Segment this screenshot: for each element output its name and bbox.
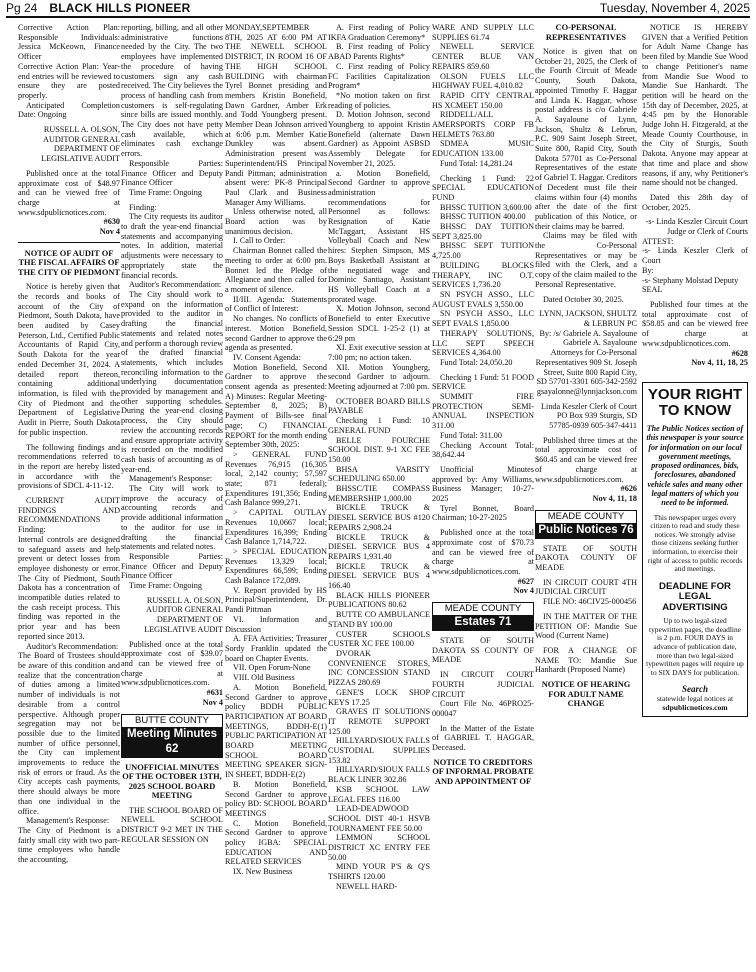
bill-line: THERAPY SOLUTIONS, LLC SEPT SPEECH SERVICES 4,364.00 — [432, 328, 534, 358]
text-paragraph: X. Motion Johnson, second Bonefield to enter Executive Session SDCL 1-25-2 (1) at 6:29 pm — [328, 304, 430, 343]
bill-line: NEWELL HARD- — [336, 881, 398, 891]
clerk-contact: Linda Keszler Clerk of Court PO Box 939 Sturgis, SD 57785-0939 605-347-4411 — [541, 401, 637, 431]
fund-total: Fund Total: 311.00 — [440, 430, 502, 440]
text-paragraph: II/III. Agenda: Statements of Conflict of Interest: — [225, 294, 327, 314]
bill-line: GRAVES IT SOLUTIONS IT REMOTE SUPPORT 125.00 — [328, 707, 430, 736]
bill-line: BHSSC SEPT TUITION 4,725.00 — [432, 241, 534, 261]
text-paragraph: VI. Information and Discussion — [225, 614, 327, 634]
text-paragraph: The Board of Trustees should be aware of this condition and realize that the concentration of duties among a limited number of individuals is not desirable from a control perspective. Although proper segregation may not be possible due to the limited number of office personnel, the City can implement improvements to reduce the risk of errors or fraud. As the City accepts cash payments, there should always be more than one individual in the office. — [18, 651, 120, 816]
text-paragraph: reporting, billing, and all other administrative functions needed by the City. The two employees have implemented the procedure of having customers sign any cash received. The City believes the process of handling cash from customers is self-regulating since bills are issued monthly. The City does not have petty cash available, which eliminates cash exchange errors. — [121, 23, 223, 159]
text-paragraph: *No motion taken on first reading of policies. — [328, 90, 430, 110]
bill-line: BHSSC DAY TUITION SEPT 3,825.00 — [432, 222, 534, 241]
text-paragraph: Motion Bonefield, Second Gardner to approve the consent agenda as presented: A) Minutes: Regular Meeting- September 8, 2025; B) Payment of Bills-see final page; C) FINANCIAL REPORT for the month ending September 30th, 2025: — [225, 362, 327, 450]
column-3 — [225, 23, 327, 970]
text-paragraph: XI. Exit executive session at 7:00 pm; no action taken. — [328, 343, 430, 362]
text-paragraph: IN CIRCUIT COURT FOURTH JUDICIAL CIRCUIT — [432, 670, 534, 699]
bill-line: BUILDING BLOCKS THERAPY, INC O.T. SERVICES 1,736.20 — [432, 260, 534, 290]
notice-date: Nov 4, 11, 18, 25 — [691, 358, 748, 368]
right-to-know-box — [642, 382, 748, 717]
text-paragraph: The City of Piedmont is a fairly small city with two part-time employees who handle the accounting, — [18, 825, 120, 865]
bill-line: SUMMIT FIRE PROTECTION SEMI-ANNUAL INSPECTION 311.00 — [432, 392, 534, 431]
bill-line: BUTTE CO AMBULANCE STAND BY 100.00 — [328, 610, 430, 629]
bill-line: BHSA VARSITY SCHEDULING 650.00 — [328, 464, 430, 484]
bill-line: GENE'S LOCK SHOP KEYS 17.25 — [328, 687, 430, 707]
text-paragraph: Unofficial Minutes approved by: Amy Williams, Business Manager; 10-27-2025 — [432, 464, 534, 504]
text-paragraph: Time Frame: Ongoing — [129, 581, 202, 591]
column-5 — [432, 23, 534, 970]
text-paragraph: Internal controls are designed to safeguard assets and help prevent or detect losses from employee dishonesty or error. The City of Piedmont, South Dakota has a concentration of incompatible duties related to the cash receipt process. This finding was reported in the prior year and has been reported since 2013. — [18, 534, 120, 641]
text-paragraph: Responsible Parties: Finance Officer and Deputy Finance Officer — [121, 158, 223, 188]
bill-line: SN PSYCH ASSO., LLC AUGUST EVALS 3,550.00 — [432, 289, 534, 309]
text-paragraph: Corrective Action Plan: Year-end entries will be reviewed to ensure they are posted properly. — [18, 61, 120, 100]
text-paragraph: IX. New Business — [233, 867, 293, 877]
text-paragraph: A. FFA Activities; Treasurer Sordy Franklin updated the board on Chapter Events. — [225, 634, 327, 663]
text-paragraph: IV. Consent Agenda: — [233, 352, 301, 362]
publication-cost: Published once at the total approximate cost of $48.97 and can be viewed free of charge at www.sdpublicnotices.com. — [18, 168, 120, 217]
banner-category: Public Notices 76 — [536, 523, 636, 538]
bill-line: BICKLE TRUCK & DIESEL SERVICE BUS 4 166.40 — [328, 561, 430, 591]
text-paragraph: By: — [642, 265, 654, 275]
text-paragraph: I. Call to Order: — [233, 236, 286, 246]
text-paragraph: -s- Linda Keszler Clerk of Court — [642, 246, 748, 266]
notice-number: #626 — [620, 484, 637, 494]
text-paragraph: Corrective Action Plan: Responsible Individuals: Jessica McKeown, Finance Officer — [18, 23, 120, 62]
bill-line: DVORAK CONVENIENCE STORES, INC CONCESSION STAND PIZZAS 280.69 — [328, 649, 430, 688]
text-paragraph: a. Motion Bonefield, Second Gardner to approve administration recommendations for Personnel as follows: Resignation of Katie McTaggart, Assistant HS Volleyball Coach and New hires: Stephen Simpson, MS Boys Basketball Assistant at the negotiated wage and Dominic Santiago, Assistant HS Volleyball Coach at a prorated wage. — [328, 168, 430, 304]
banner-category: Estates 71 — [433, 615, 533, 630]
text-paragraph: Court File No. 46PRO25-000047 — [432, 699, 534, 718]
text-paragraph: IN CIRCUIT COURT 4TH JUDICIAL CIRCUIT — [535, 577, 637, 597]
banner-county: BUTTE COUNTY — [135, 714, 209, 726]
text-paragraph: The following findings and recommendations referred to in the report are hereby listed in accordance with the provisions of SDCL 4-11-12. — [18, 442, 120, 491]
text-paragraph: ATTEST: — [642, 236, 674, 246]
text-paragraph: > GENERAL FUND Revenues 76,915 (16,305 local, 2,142 county; 57,597 state; 871 federal); Expenditures 191,356; Ending Cash Balance 999,271. — [225, 449, 327, 508]
account-total: Checking Account Total: 38,642.44 — [432, 440, 534, 460]
text-paragraph: Claims may be filed with the Co-Personal Representatives or may be filed with the Clerk, and a copy of the claim mailed to the Personal Representative. — [535, 231, 637, 289]
rtk-search-heading: Search — [681, 684, 708, 695]
notice-heading: NOTICE OF HEARING FOR ADULT NAME CHANGE — [541, 680, 631, 709]
attorney-contact: Gabriele A. Sayaloune Attorneys for Co-Personal Representatives 909 St. Joseph Street, Suite 800 Rapid City, SD 57701-3301 605-342-2592 gsayalonne@lynnjackson.com — [535, 338, 637, 396]
text-paragraph: STATE OF SOUTH DAKOTA SS COUNTY OF MEADE — [432, 636, 534, 665]
text-paragraph: XII. Motion Youngberg, second Gardner to adjourn. Meeting adjourned at 7:00 pm. — [328, 362, 430, 392]
bill-line: BHSSC TUITION 3,600.00 — [440, 202, 532, 212]
notice-number: #630 — [103, 217, 120, 227]
publication-cost: Published four times at the total approximate cost of $58.85 and can be viewed free of charge at www.sdpublicnotices.com. — [642, 299, 748, 348]
text-paragraph: FOR A CHANGE OF NAME TO: Mandie Sue Hanhardt (Proposed Name) — [535, 645, 637, 675]
section-banner — [121, 714, 223, 758]
text-paragraph: Checking 1 Fund: 22 SPECIAL EDUCATION FUND — [432, 173, 534, 202]
section-banner — [535, 510, 637, 539]
bill-line: NEWELL SERVICE CENTER BLUE VAN REPAIRS 859.60 — [432, 42, 534, 71]
fund-total: Fund Total: 14,281.24 — [440, 158, 513, 168]
fund-total: Fund Total: 24,050.20 — [440, 357, 513, 367]
rtk-description: The Public Notices section of this newspaper is your source for information on our local government meetings, proposed ordinances, bids, foreclosures, abandoned vehicle sales and many other legal matters of which you need to be informed. — [646, 423, 744, 508]
notice-date: Nov 4 — [202, 697, 223, 707]
rtk-title: YOUR RIGHT TO KNOW — [647, 385, 743, 419]
text-paragraph: STATE OF SOUTH DAKOTA COUNTY OF MEADE — [535, 543, 637, 573]
page-number: Pg 24 — [6, 1, 38, 15]
text-paragraph: C. First reading of Policy FC Facilities Capitalization Program* — [328, 61, 430, 91]
newspaper-name: BLACK HILLS PIONEER — [49, 1, 191, 15]
auditor-signature: RUSSELL A. OLSON, AUDITOR GENERAL DEPARTMENT OF LEGISLATIVE AUDIT — [41, 125, 120, 164]
publication-cost: Published three times at the total approximate cost of $60.45 and can be viewed free of charge at www.sdpublicnotices.com. — [535, 435, 637, 484]
rtk-deadline-heading: DEADLINE FOR LEGAL ADVERTISING — [659, 580, 731, 613]
notices-columns — [18, 23, 748, 970]
banner-county: MEADE COUNTY — [444, 603, 522, 615]
column-4 — [328, 23, 430, 970]
text-paragraph: Time Frame: Ongoing — [129, 187, 202, 197]
bill-line: SDMEA MUSIC EDUCATION 133.00 — [432, 139, 534, 159]
text-paragraph: B. Motion Bonefield, Second Gardner to approve policy BD: SCHOOL BOARD MEETINGS — [225, 779, 327, 818]
publication-cost: Published once at the total approximate cost of $39.07 and can be viewed free of charge at www.sdpublicnotices.com. — [121, 639, 223, 688]
text-paragraph: VIII. Old Business — [233, 673, 295, 683]
text-paragraph: OCTOBER BOARD BILLS PAYABLE — [328, 396, 430, 416]
bill-line: KSB SCHOOL LAW LEGAL FEES 116.00 — [328, 784, 430, 804]
text-paragraph: A. Motion Bonefield, Second Gardner to approve policy BDDH PUBLIC PARTICIPATION AT BOARD MEETINGS, BDDH-E(1) PUBLIC PARTICIPATION AT BOARD MEETING SCHOOL BOARD MEETING SPEAKER SIGN-IN SHEET, BDDH-E(2) — [225, 682, 327, 780]
page-header — [6, 0, 750, 18]
notice-heading: NOTICE TO CREDITORS OF INFORMAL PROBATE AND APPOINTMENT OF — [432, 757, 534, 786]
bill-line: LEAD-DEADWOOD SCHOOL DIST 40-1 HSVB TOURNAMENT FEE 50.00 — [328, 804, 430, 833]
text-paragraph: SEAL — [642, 285, 663, 295]
notice-date: Nov 4, 11, 18 — [592, 493, 637, 503]
text-paragraph: CURRENT AUDIT FINDINGS AND RECOMMENDATIONS Finding: — [18, 496, 120, 535]
column-1 — [18, 23, 120, 970]
text-paragraph: Unless otherwise noted, all Board action was by unanimous decision. — [225, 207, 327, 236]
text-paragraph: A. First reading of Policy IKFA Graduation Ceremony* — [328, 23, 430, 42]
text-paragraph: NOTICE IS HEREBY GIVEN that a Verified Petition for Adult Name Change has been filed by Mandie Sue Wood to change Petitioner's name from Mandie Sue Wood to Mandie Sue Hanhardt. The petition will be heard on the 15th day of December, 2025, at 4:45 pm by the Honorable Judge John H. Fitzgerald, at the Meade County Courthouse, in the City of Sturgis, South Dakota. Anyone may appear at that time and place and show reasons, if any, why Petitioner's name should not be changed. — [642, 23, 748, 188]
bill-line: OLSON FUELS LLC HIGHWAY FUEL 4,010.82 — [432, 71, 534, 91]
bill-line: LEMMON SCHOOL DISTRICT XC ENTRY FEE 50.00 — [328, 833, 430, 862]
text-paragraph: The City requests its auditor to draft the year-end financial statements and accompanying notes. In addition, material adjustments were necessary to appropriately state the financial records. — [121, 212, 223, 280]
text-paragraph: Dated this 28th day of October, 2025. — [642, 192, 748, 212]
text-paragraph: The City should work to expand on the information provided to the auditor in drafting the financial statements and related notes and perform a thorough review of the drafted financial statements, which includes reconciling information to the underlying documentation provided by management and other supporting schedules. During the year-end closing process, the City should review the accounting records and ensure appropriate activity is recorded on the modified cash basis of accounting as of year-end. — [121, 289, 223, 474]
notice-heading: CO-PERSONAL REPRESENTATIVES — [545, 23, 627, 42]
text-paragraph: In the Matter of the Estate of GABRIEL T. HAGGAR, Deceased. — [432, 723, 534, 753]
notice-heading: NOTICE OF AUDIT OF THE FISCAL AFFAIRS OF THE CITY OF PIEDMONT — [18, 242, 120, 278]
text-paragraph: Checking 1 Fund: 51 FOOD SERVICE — [432, 372, 534, 392]
notice-heading: UNOFFICIAL MINUTES OF THE OCTOBER 13TH, 2025 SCHOOL BOARD MEETING — [122, 762, 222, 801]
text-paragraph: Finding: — [129, 202, 157, 212]
bill-line: CUSTER SCHOOLS CUSTER XC FEE 100.00 — [328, 629, 430, 649]
text-paragraph: B. First reading of Policy ABAD Parents Rights* — [328, 42, 430, 62]
column-6 — [535, 23, 637, 970]
text-paragraph: Management's Response: — [129, 474, 213, 484]
rtk-deadline-text: Up to two legal-sized typewritten pages, the deadline is 2 p.m. FOUR DAYS in advance of publication date, more than two legal-sized typewritten pages will require up to SIX DAYS for publication. — [646, 616, 744, 677]
bill-line: BICKLE TRUCK & DIESEL SERVICE BUS #120 REPAIRS 2,908.24 — [328, 503, 430, 532]
bill-line: HILLYARD/SIOUX FALLS BLACK LINER 302.86 — [328, 765, 430, 785]
bill-line: RIDDELL/ALL AMERSPORTS CORP FB HELMETS 763.80 — [432, 110, 534, 139]
banner-category: Meeting Minutes 62 — [122, 727, 222, 757]
notice-date: Nov 4 — [513, 586, 534, 596]
text-paragraph: MONDAY,SEPTEMBER 8TH, 2025 AT 6:00 PM AT THE NEWELL SCHOOL DISTRICT, IN ROOM 16 OF THE HIGH SCHOOL BUILDING with chairman Tyrel Bonnet presiding and members Kristin Bonefield, Dawn Gardner, Amber Erk and Todd Youngberg present. Member Dean Johnson arrived at 6:06 p.m. Member Katie Dunkley was absent. Administration present was Superintendent/HS Principal Pandi Pittman; administration absent were: PK-8 Principal Paul Clark and Business Manager Amy Williams. — [225, 23, 327, 207]
banner-county: MEADE COUNTY — [547, 510, 625, 522]
rtk-search-text: statewide legal notices at — [656, 694, 734, 704]
column-2 — [121, 23, 223, 970]
text-paragraph: Chairman Bonnet called the meeting to order at 6:00 pm. Bonnet led the Pledge of Allegiance and then called for a moment of silence. — [225, 246, 327, 294]
text-paragraph: FILE NO: 46CIV25-000456 — [543, 597, 637, 607]
text-paragraph: C. Motion Bonefield, Second Gardner to approve policy IGBA: SPECIAL EDUCATION AND RELATED SERVICES — [225, 818, 327, 867]
text-paragraph: Auditor's Recommendation: — [26, 641, 119, 651]
bill-line: BICKLE TRUCK & DIESEL SERVICE BUS 4 REPAIRS 1,931.40 — [328, 532, 430, 561]
bill-line: MIND YOUR P'S & Q'S TSHIRTS 120.00 — [328, 862, 430, 882]
text-paragraph: Management's Response: — [26, 816, 110, 826]
text-paragraph: VII. Open Forum-None — [233, 663, 311, 673]
text-paragraph: Notice is given that on October 21, 2025, the Clerk of the Fourth Circuit of Meade County, South Dakota, appointed Timothy F. Haggar and Linda K. Haggar, whose postal address is c/o Gabriele A. Sayaloune of Lynn, Jackson, Shultz & Lebrun, P.C. 909 Saint Joseph Street, Suite 800, Rapid City, South Dakota 57701 as Co-Personal Representatives of the estate of Gabriel T. Haggar. Creditors of Decedent must file their claims within four (4) months after the date of the first publication of this Notice, or their claims may be barred. — [535, 47, 637, 231]
text-paragraph: Responsible Parties: Finance Officer and Deputy Finance Officer — [121, 551, 223, 581]
section-banner — [432, 602, 534, 631]
column-7 — [642, 23, 748, 970]
bill-line: BHSSC/TIE COMPASS MEMBERSHIP 1,000.00 — [328, 484, 430, 503]
auditor-signature: RUSSELL A. OLSON, AUDITOR GENERAL DEPARTMENT OF LEGISLATIVE AUDIT — [144, 595, 223, 634]
law-firm: LYNN, JACKSON, SHULTZ & LEBRUN PC — [539, 309, 637, 328]
bill-line: HILLYARD/SIOUX FALLS CUSTODIAL SUPPLIES 153.82 — [328, 736, 430, 765]
notice-number: #631 — [206, 688, 223, 698]
bill-line: BELLE FOURCHE SCHOOL DIST. 9-1 XC FEE 150.00 — [328, 435, 430, 464]
text-paragraph: Auditor's Recommendation: — [129, 280, 222, 290]
text-paragraph: No changes. No conflicts of interest. Motion Bonefield, second Gardner to approve the agenda as presented. — [225, 314, 327, 353]
text-paragraph: The City will work to improve the accuracy of accounting records and provide additional information to the auditor for use in drafting the financial statements and related notes. — [121, 484, 223, 552]
notice-number: #627 — [517, 576, 534, 586]
text-paragraph: > SPECIAL EDUCATION Revenues 13,329 local; Expenditures 66,599; Ending Cash Balance 172,089. — [225, 546, 327, 586]
rtk-note: This newspaper urges every citizen to read and study these notices. We strongly advise those citizens seeking further information, to exercise their right of access to public records and meetings. — [647, 512, 743, 574]
bill-line: WARE AND SUPPLY LLC SUPPLIES 61.74 — [432, 23, 534, 42]
text-paragraph: Tyrel Bonnet, Board Chairman; 10-27-2025 — [432, 503, 534, 523]
text-paragraph: By: /s/ Gabriele A. Sayaloune — [539, 328, 637, 338]
text-paragraph: THE SCHOOL BOARD OF NEWELL SCHOOL DISTRICT 9-2 MET IN THE REGULAR SESSION ON — [121, 805, 223, 844]
rtk-search-url[interactable]: sdpublicnotices.com — [662, 702, 728, 712]
issue-date: Tuesday, November 4, 2025 — [599, 1, 750, 15]
bill-line: SN PSYCH ASSO., LLC SEPT EVALS 1,850.00 — [432, 309, 534, 329]
notice-date: Nov 4 — [99, 227, 120, 237]
publication-cost: Published once at the total approximate cost of $70.73 and can be viewed free of charge at www.sdpublicnotices.com. — [432, 528, 534, 576]
text-paragraph: Anticipated Completion Date: Ongoing — [18, 100, 120, 120]
text-paragraph: Notice is hereby given that the records and books of account of the City of Piedmont, South Dakota, have been audited by Casey Peterson, Ltd., Certified Public Accountants of Rapid City, South Dakota for the year ended December 31, 2024. A detailed report thereon, containing additional information, is filed with the City of Piedmont and the Department of Legislative Audit in Pierre, South Dakota for public inspection. — [18, 282, 120, 437]
text-paragraph: IN THE MATTER OF THE PETITION OF: Mandie Sue Wood (Current Name) — [535, 611, 637, 641]
text-paragraph: V. Report provided by HS Principal/Superintendent, Dr. Pandi Pittman — [225, 585, 327, 615]
text-paragraph: -s- Stephany Molstad Deputy — [642, 275, 739, 285]
text-paragraph: > CAPITAL OUTLAY Revenues 10,0667 local; Expenditures 16,399; Ending Cash Balance 1,714,722. — [225, 508, 327, 547]
text-paragraph: Dated October 30, 2025. — [543, 294, 624, 304]
text-paragraph: D. Motion Johnson, second Youngberg to appoint Kristin Bonefield (alternate Dawn Gardner) as Appoint ASBSD Assembly Delegate for November 21, 2025. — [328, 110, 430, 168]
bill-line: RAPID CITY CENTRAL HS XCMEET 150.00 — [432, 90, 534, 110]
notice-number: #628 — [731, 348, 748, 358]
text-paragraph: Checking 1 Fund: 10 GENERAL FUND — [328, 416, 430, 435]
bill-line: BHSSC TUITION 400.00 — [440, 212, 526, 222]
text-paragraph: -s- Linda Keszler Circuit Court Judge or Clerk of Courts — [645, 217, 748, 237]
bill-line: BLACK HILLS PIONEER PUBLICATIONS 80.62 — [328, 590, 430, 610]
